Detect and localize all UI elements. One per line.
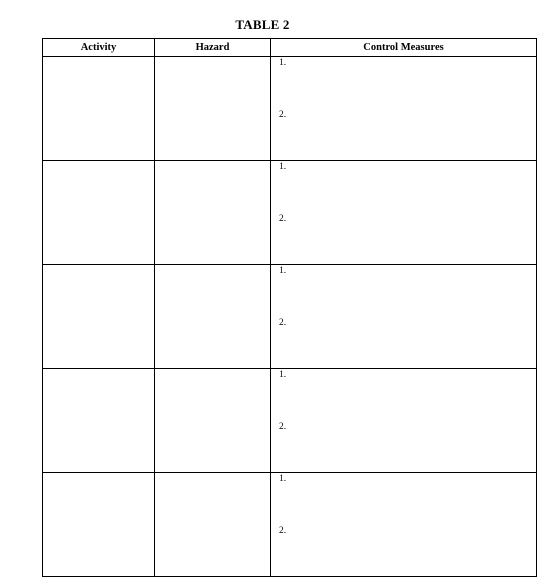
control-measure-item: 2. <box>279 214 287 224</box>
control-measures-cell[interactable] <box>271 57 537 161</box>
control-measure-item: 1. <box>279 370 287 380</box>
table-row <box>43 161 537 265</box>
activity-cell[interactable] <box>43 265 155 369</box>
table-row <box>43 57 537 161</box>
risk-table <box>42 38 537 577</box>
hazard-cell[interactable] <box>155 161 271 265</box>
hazard-cell[interactable] <box>155 265 271 369</box>
table-title: TABLE 2 <box>235 17 290 32</box>
control-measures-cell[interactable] <box>271 473 537 577</box>
control-measures-cell[interactable] <box>271 265 537 369</box>
control-measure-item: 1. <box>279 58 287 68</box>
hazard-cell[interactable] <box>155 473 271 577</box>
table-row <box>43 473 537 577</box>
activity-cell[interactable] <box>43 473 155 577</box>
hazard-cell[interactable] <box>155 57 271 161</box>
control-measures-cell[interactable] <box>271 369 537 473</box>
table-row <box>43 369 537 473</box>
table-row <box>43 265 537 369</box>
activity-cell[interactable] <box>43 57 155 161</box>
control-measures-cell[interactable] <box>271 161 537 265</box>
control-measure-item: 2. <box>279 422 287 432</box>
control-measure-item: 2. <box>279 318 287 328</box>
control-measure-item: 2. <box>279 526 287 536</box>
column-header-control-measures: Control Measures <box>271 39 537 57</box>
activity-cell[interactable] <box>43 161 155 265</box>
control-measure-item: 2. <box>279 110 287 120</box>
hazard-cell[interactable] <box>155 369 271 473</box>
control-measure-item: 1. <box>279 266 287 276</box>
activity-cell[interactable] <box>43 369 155 473</box>
column-header-activity: Activity <box>43 39 155 57</box>
column-header-hazard: Hazard <box>155 39 271 57</box>
control-measure-item: 1. <box>279 474 287 484</box>
table-header-row <box>43 39 537 57</box>
control-measure-item: 1. <box>279 162 287 172</box>
